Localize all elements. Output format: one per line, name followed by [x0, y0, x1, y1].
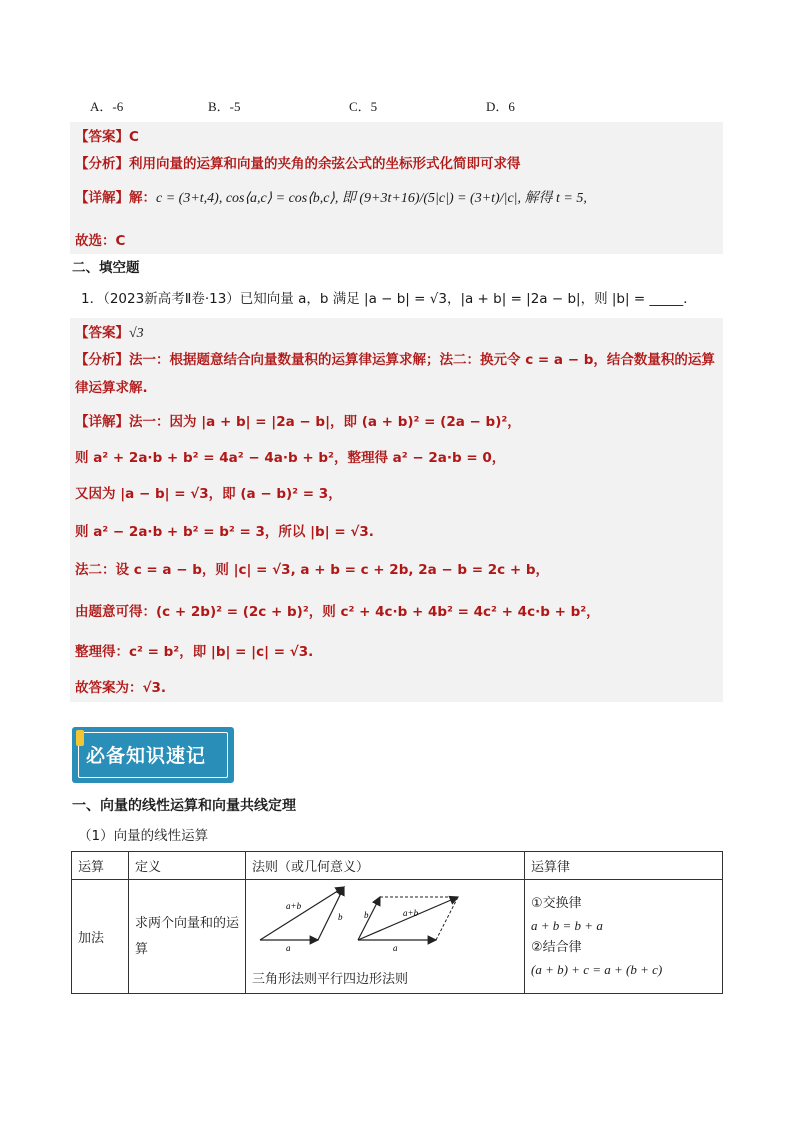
table-row-addition — [72, 880, 723, 994]
q1-analysis-line1: 【分析】法一：根据题意结合向量数量积的运算律运算求解；法二：换元令 c = a − b，结合数量积的运算 — [75, 352, 715, 368]
question-1: 1．（2023新高考Ⅱ卷·13）已知向量 a，b 满足 |a − b| = √3，|a + b| = |2a − b|，则 |b| = _____． — [81, 291, 697, 307]
tri-label-sum: a+b — [286, 901, 302, 911]
prev-choose-line: 故选：C — [75, 233, 126, 249]
prev-detail-math: c = (3+t,4), cos⟨a,c⟩ = cos⟨b,c⟩, 即 (9+3t+16)/(5|c|) = (3+t)/|c|, 解得 t = 5, — [156, 191, 587, 206]
q1-detail-line6: 由题意可得：(c + 2b)² = (2c + b)²，则 c² + 4c·b + 4b² = 4c² + 4c·b + b²， — [75, 604, 600, 620]
option-a: A．-6 — [90, 99, 124, 114]
subsection-title: （1）向量的线性运算 — [78, 828, 209, 844]
prev-answer-value: C — [129, 129, 139, 145]
para-dashed-right — [436, 897, 458, 940]
knowledge-banner — [72, 727, 234, 783]
q1-analysis-line2: 律运算求解. — [75, 380, 148, 396]
section-linear-ops-title: 一、向量的线性运算和向量共线定理 — [72, 798, 296, 814]
option-c: C．5 — [349, 99, 378, 114]
cell-rule-add — [246, 880, 525, 994]
linear-ops-table — [71, 851, 723, 994]
rule-caption: 三角形法则平行四边形法则 — [252, 972, 409, 987]
option-b: B．-5 — [208, 99, 241, 114]
law-commutative: ①交换律 — [531, 895, 582, 911]
banner-title: 必备知识速记 — [86, 745, 207, 767]
para-label-a: a — [393, 943, 398, 953]
q1-detail-line7: 整理得：c² = b²，即 |b| = |c| = √3. — [75, 644, 314, 660]
prev-answer-line: 【答案】C — [75, 129, 139, 145]
vector-addition-figure — [248, 882, 518, 966]
prev-solution-block — [70, 122, 723, 254]
q1-detail-line4: 则 a² − 2a·b + b² = b² = 3，所以 |b| = √3. — [75, 524, 374, 540]
header-def: 定义 — [129, 852, 246, 880]
prev-detail-line: 【详解】解：c = (3+t,4), cos⟨a,c⟩ = cos⟨b,c⟩, 即 (9+3t+16)/(5|c|) = (3+t)/|c|, 解得 t = 5, — [75, 190, 587, 206]
option-d: D．6 — [486, 99, 515, 114]
tri-label-a: a — [286, 943, 291, 953]
q1-detail-line1: 【详解】法一：因为 |a + b| = |2a − b|，即 (a + b)² = (2a − b)²， — [75, 414, 521, 430]
law-associative-formula: (a + b) + c = a + (b + c) — [531, 961, 663, 977]
q1-detail-line2: 则 a² + 2a·b + b² = 4a² − 4a·b + b²，整理得 a² − 2a·b = 0， — [75, 450, 506, 466]
law-commutative-formula: a + b = b + a — [531, 917, 603, 933]
tri-label-b: b — [338, 912, 343, 922]
q1-solution-block — [70, 318, 723, 702]
para-vector-b — [358, 897, 380, 940]
para-label-b: b — [364, 910, 369, 920]
cell-law-add — [525, 880, 723, 994]
q1-detail-line8: 故答案为：√3. — [75, 680, 167, 696]
header-law: 运算律 — [525, 852, 723, 880]
para-vector-sum — [358, 897, 458, 940]
section-fill-blank-title: 二、填空题 — [72, 260, 140, 276]
header-op: 运算 — [72, 852, 129, 880]
cell-op-add: 加法 — [72, 880, 129, 994]
banner-tab-icon — [76, 730, 84, 746]
q1-detail-line3: 又因为 |a − b| = √3，即 (a − b)² = 3， — [75, 486, 342, 502]
prev-analysis-line: 【分析】利用向量的运算和向量的夹角的余弦公式的坐标形式化简即可求得 — [75, 156, 521, 172]
cell-def-add: 求两个向量和的运算 — [129, 880, 246, 994]
table-header-row — [72, 852, 723, 880]
q1-detail-line5: 法二：设 c = a − b，则 |c| = √3, a + b = c + 2b, 2a − b = 2c + b， — [75, 562, 550, 578]
q1-answer-line: 【答案】√3 — [75, 325, 144, 341]
header-rule: 法则（或几何意义） — [246, 852, 525, 880]
para-label-sum: a+b — [403, 908, 419, 918]
law-associative: ②结合律 — [531, 939, 582, 955]
